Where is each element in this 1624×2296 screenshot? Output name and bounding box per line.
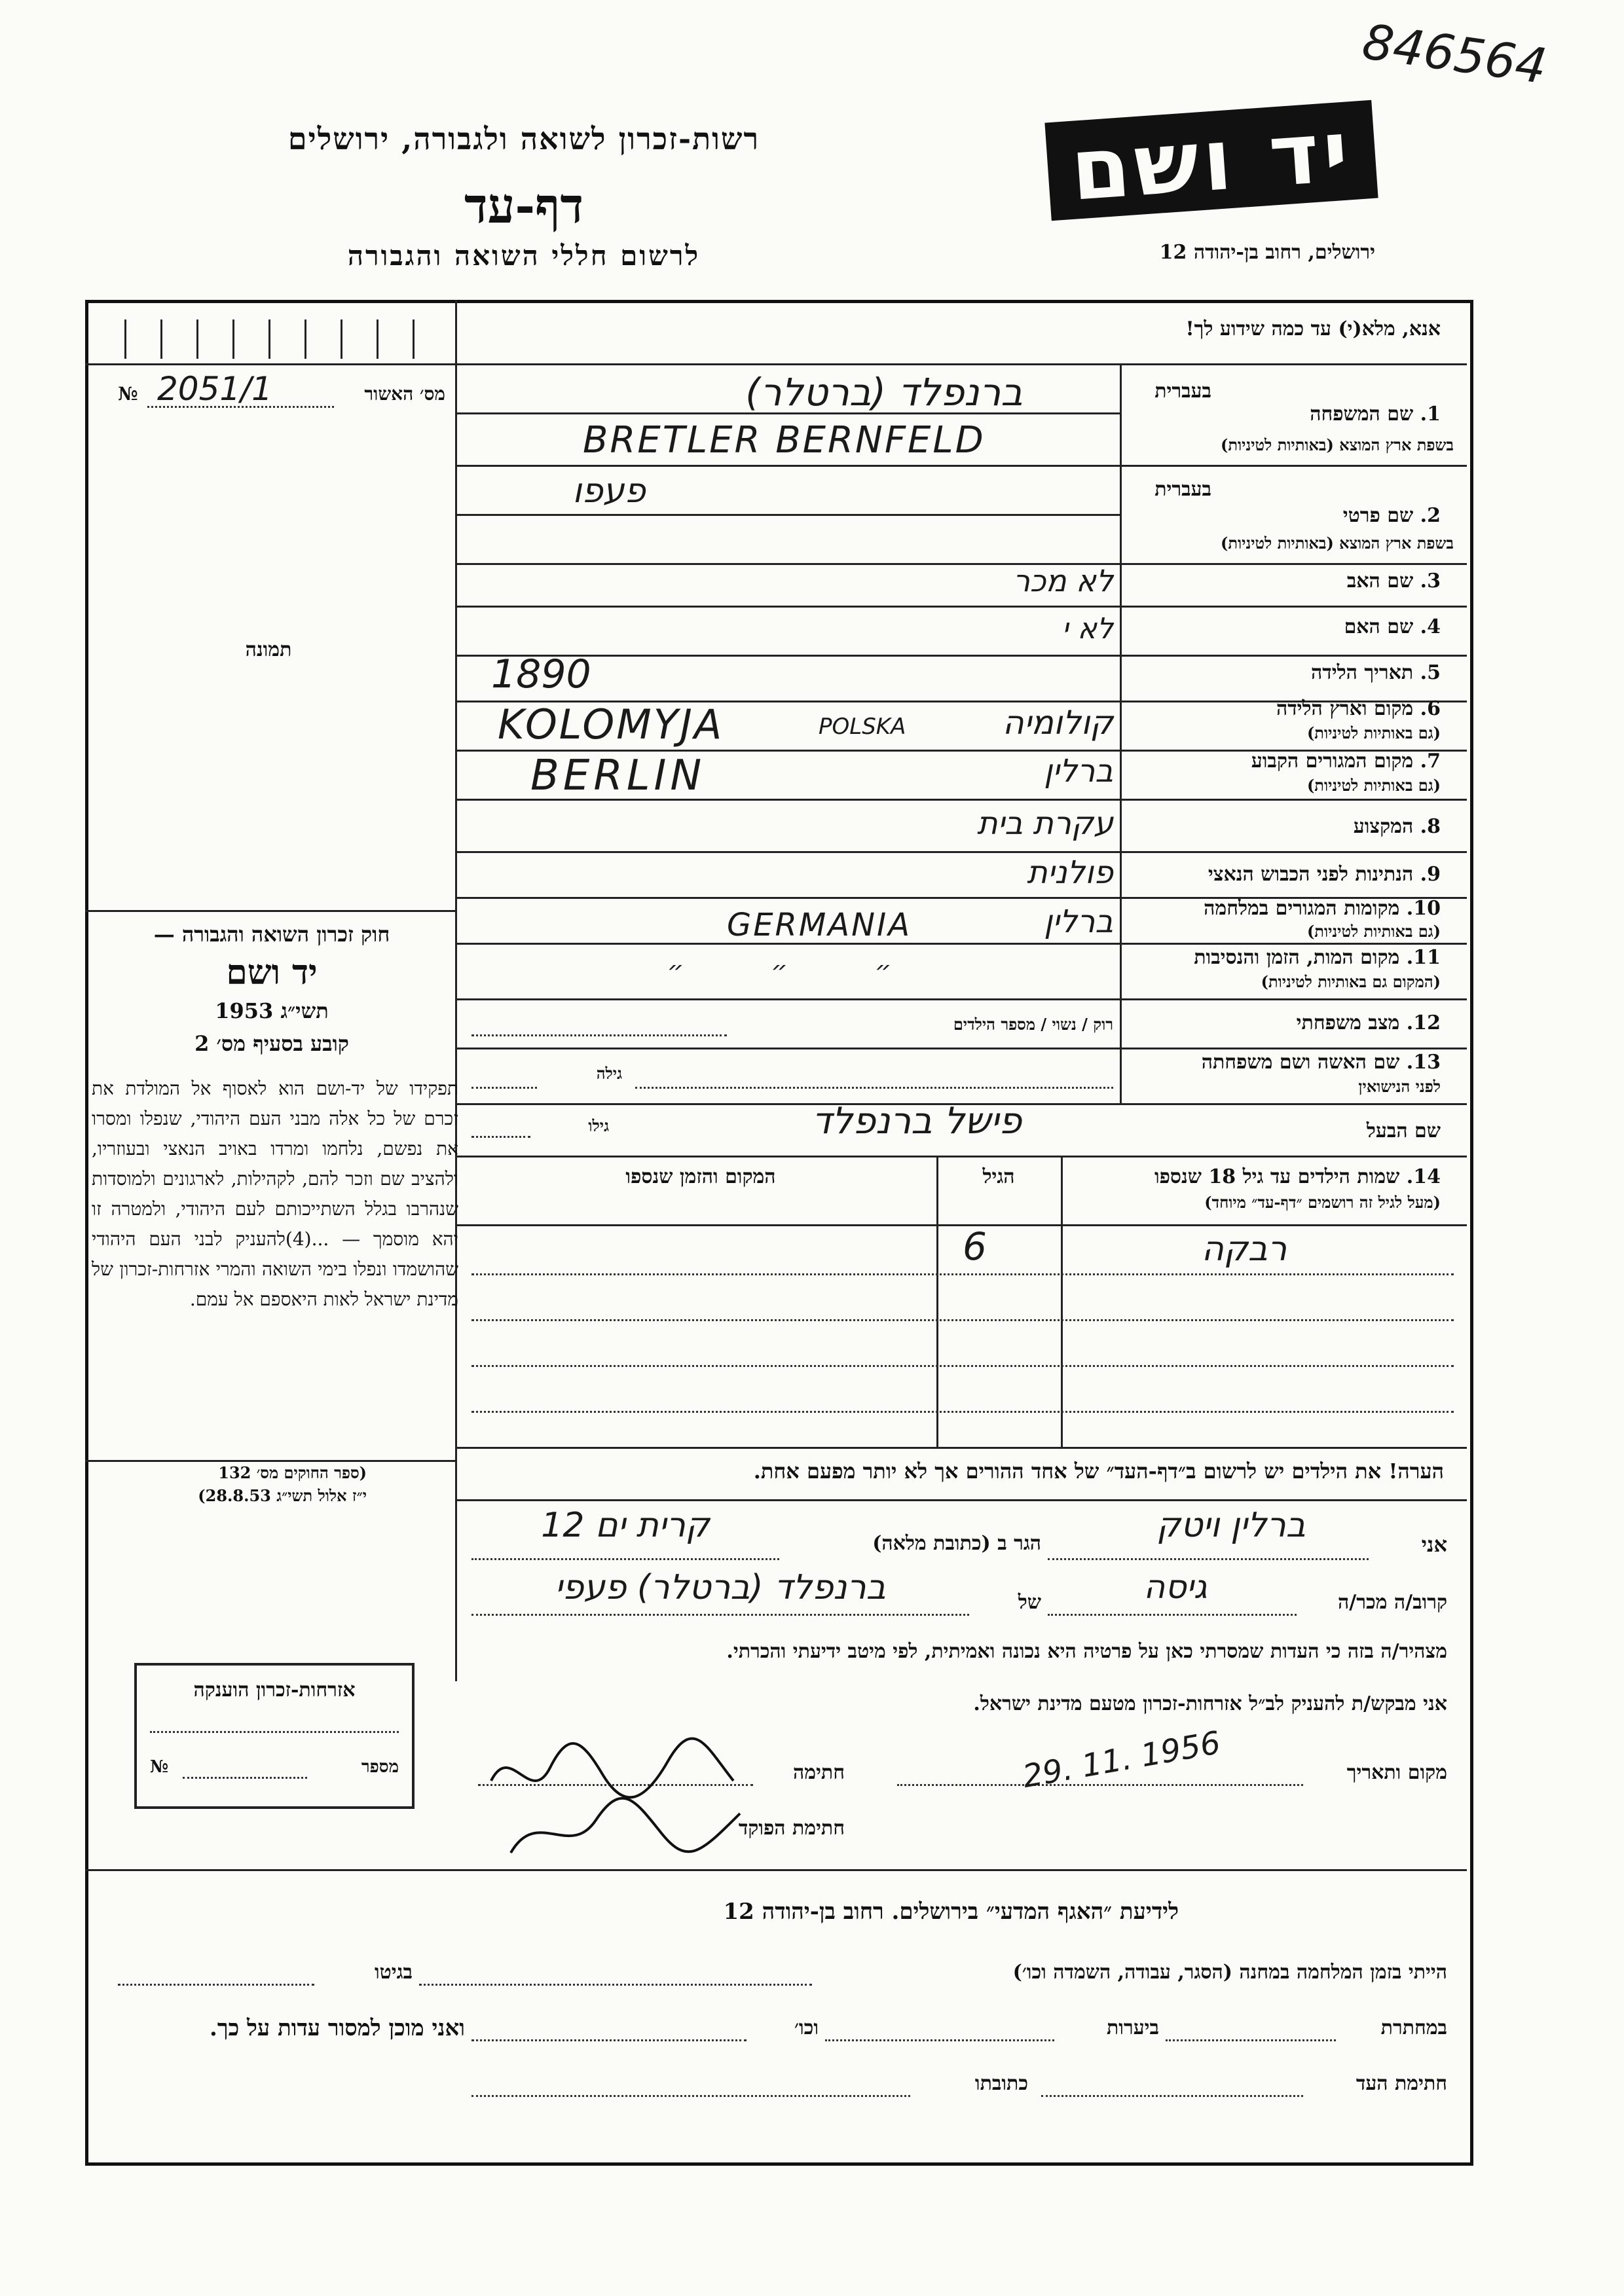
field-5-label	[1159, 661, 1441, 684]
field-7-text: מקום המגורים הקבוע	[1251, 750, 1414, 773]
citizenship-number-dotted	[183, 1777, 307, 1779]
field-4-label	[1159, 615, 1441, 638]
bottom-etc: וכו׳	[794, 2016, 819, 2039]
photo-separator	[85, 910, 455, 912]
field-6-value-latin: KOLOMYJA	[498, 701, 724, 748]
registration-prefix: №	[118, 383, 138, 405]
field-8-text: המקצוע	[1353, 815, 1414, 838]
field-1-text: שם המשפחה	[1310, 403, 1414, 426]
declaration-request: אני מבקש/ת להעניק לב״ל אזרחות-זכרון מטעם מדינת ישראל.	[973, 1692, 1447, 1715]
field-14-label	[1067, 1165, 1441, 1188]
declaration-ani: אני	[1421, 1532, 1447, 1557]
declaration-of-value: ברנפלד (ברטלר) פעפי	[555, 1568, 886, 1607]
law-ref-1: (ספר החוקים מס׳ 132	[218, 1463, 367, 1482]
declaration-relation-label: קרוב/ה מכר/ה	[1338, 1591, 1447, 1614]
form-subtitle: לרשום חללי השואה והגבורה	[347, 240, 701, 272]
bottom-title: לידיעת ״האגף המדעי״ בירושלים. רחוב בן-יהודה 12	[723, 1899, 1179, 1925]
row-line	[455, 1048, 1467, 1049]
field-3-value: לא מכר	[1012, 563, 1113, 598]
field-9-number: 9.	[1420, 863, 1441, 886]
etc-dotted	[471, 2039, 747, 2041]
citizenship-dotted	[150, 1731, 399, 1733]
husband-age-label: גילו	[588, 1116, 609, 1135]
registration-tick	[341, 319, 342, 359]
date-value: 29. 11. 1956	[1020, 1724, 1223, 1796]
underground-dotted	[1166, 2039, 1336, 2041]
field-2-text: שם פרטי	[1342, 504, 1414, 527]
law-box-separator	[85, 1460, 455, 1462]
witness-address-dotted	[471, 2095, 910, 2097]
children-place-header: המקום והזמן שנספו	[625, 1165, 776, 1188]
field-5-number: 5.	[1420, 661, 1441, 684]
field-9-text: הנתינות לפני הכבוש הנאצי	[1208, 863, 1414, 886]
child-name: רבקה	[1201, 1230, 1287, 1269]
law-title: חוק זכרון השואה והגבורה —	[153, 922, 390, 947]
declaration-name-dotted	[1048, 1558, 1369, 1560]
children-age-divider	[936, 1156, 938, 1447]
row-line	[455, 655, 1467, 657]
child-age: 6	[963, 1224, 987, 1269]
law-ref-2: י״ז אלול תשי״ג 28.8.53)	[198, 1486, 367, 1505]
field-9-value: פולנית	[1027, 854, 1113, 891]
yad-vashem-logo	[1044, 100, 1378, 221]
note-separator-top	[455, 1447, 1467, 1449]
field-10-sub: (גם באותיות לטיניות)	[1306, 922, 1441, 941]
field-9-label	[1126, 863, 1441, 886]
bottom-forests: ביערות	[1106, 2016, 1159, 2039]
registration-tick	[196, 319, 198, 359]
signature-label: חתימה	[793, 1761, 845, 1784]
registration-dotted-line	[147, 406, 334, 408]
declaration-relation-dotted	[1048, 1614, 1297, 1616]
bottom-line1-dotted	[419, 1984, 812, 1986]
field-12-text: מצב משפחתי	[1296, 1011, 1400, 1034]
field-3-text: שם האב	[1346, 570, 1414, 592]
field-6-label	[1159, 697, 1441, 720]
archive-number: 846564	[1359, 13, 1551, 96]
field-4-text: שם האם	[1344, 615, 1414, 638]
field-2-hebrew-tag: בעברית	[1154, 478, 1211, 501]
field-13-number: 13.	[1406, 1051, 1441, 1074]
signature-scribble	[471, 1728, 760, 1866]
field-4-value: לא י	[1061, 612, 1113, 646]
field-7-value-hebrew: ברלין	[1044, 753, 1113, 790]
declaration-address: קרית ים 12	[541, 1506, 710, 1545]
bottom-section-separator	[85, 1869, 1467, 1871]
declaration-of-dotted	[471, 1614, 969, 1616]
row-line	[455, 943, 1467, 945]
bottom-ghetto-dotted	[118, 1984, 314, 1986]
children-name-divider	[1061, 1156, 1063, 1447]
registration-tick	[160, 319, 162, 359]
row-line	[455, 1156, 1467, 1157]
row-line	[455, 606, 1467, 608]
field-6-text: מקום וארץ הלידה	[1276, 697, 1414, 720]
field-11-number: 11.	[1406, 946, 1441, 969]
registration-value: 2051/1	[157, 370, 272, 408]
field-11-text: מקום המות, הזמן והנסיבות	[1194, 946, 1400, 969]
field-1-value-hebrew: ברנפלד (ברטלר)	[745, 370, 1023, 414]
law-text: תפקידו של יד-ושם הוא לאסוף אל המולדת את זכרם של כל אלה מבני העם היהודי, שנפלו ומסרו את נפשם, נלחמו ומרדו באויב הנאצי ובעוזריו, ולהציב שם וזכר להם, לקהילות, לארגונים ולמוסדות שנהרבו בגלל השתייכותם לעם היהודי, ולמטרה זו יהא מוסמך — ...(4)להעניק לבני העם היהודי שהושמדו ונפלו בימי השואה והמרי אזרחות-זכרון של מדינת ישראל לאות היאספם אל עמם.	[92, 1078, 458, 1310]
field-14-number: 14.	[1406, 1165, 1441, 1188]
field-2-value-hebrew: פעפו	[572, 471, 646, 511]
witness-signature-label: חתימת העד	[1356, 2072, 1447, 2095]
field-1-hebrew-tag: בעברית	[1154, 380, 1211, 403]
row-line	[455, 514, 1120, 516]
field-1-label	[1159, 403, 1441, 426]
field-7-value-latin: BERLIN	[530, 752, 706, 800]
law-clause: קובע בסעיף מס׳ 2	[194, 1031, 349, 1056]
bottom-testimony: ואני מוכן למסור עדות על כך.	[210, 2015, 465, 2041]
registration-tick	[232, 319, 234, 359]
field-13-sub: לפני הנישואין	[1358, 1077, 1441, 1096]
children-row-line	[471, 1411, 1454, 1413]
citizenship-box	[134, 1663, 415, 1809]
field-10-value-latin: GERMANIA	[727, 907, 912, 943]
husband-age-dotted	[471, 1136, 530, 1138]
field-11-label	[1126, 946, 1441, 969]
field-13-age-dotted	[471, 1087, 537, 1089]
field-10-value-hebrew: ברלין	[1044, 903, 1113, 940]
field-3-number: 3.	[1420, 570, 1441, 592]
law-year-line	[92, 998, 452, 1023]
field-8-value: עקרת בית	[976, 805, 1113, 842]
witness-address-label: כתובתו	[974, 2072, 1028, 2095]
field-6-sub: (גם באותיות לטיניות)	[1306, 723, 1441, 742]
children-row-line	[471, 1319, 1454, 1321]
place-date-label: מקום ותאריך	[1346, 1761, 1447, 1784]
citizenship-number-prefix: №	[150, 1757, 169, 1777]
row-line	[455, 465, 1467, 467]
declaration-relation-value: גיסה	[1143, 1568, 1208, 1606]
field-11-value: ״ ״ ״	[667, 956, 931, 986]
husband-value: פישל ברנפלד	[811, 1100, 1022, 1142]
declaration-of-label: של	[1018, 1591, 1041, 1614]
field-8-label	[1159, 815, 1441, 838]
citizenship-number-label: מספר	[361, 1757, 399, 1777]
bottom-ghetto: בגיטו	[374, 1961, 413, 1984]
field-14-text: שמות הילדים עד גיל 18 שנספו	[1154, 1165, 1400, 1188]
children-row-line	[471, 1273, 1454, 1275]
field-1-value-latin: BRETLER BERNFELD	[583, 419, 986, 462]
note-separator-bottom	[455, 1499, 1467, 1501]
field-7-number: 7.	[1420, 750, 1441, 773]
field-6-value-hebrew: קולומיה	[1003, 704, 1113, 742]
note-text: הערה! את הילדים יש לרשום ב״דף-העד״ של אחד ההורים אך לא יותר מפעם אחת.	[753, 1459, 1444, 1484]
field-13-text: שם האשה ושם משפחתה	[1201, 1051, 1400, 1074]
declaration-statement: מצהיר/ה בזה כי העדות שמסרתי כאן על פרטיה היא נכונה ואמיתית, לפי מיטב ידיעתי והכרתי.	[726, 1640, 1447, 1663]
declaration-resides-label: הגר ב (כתובת מלאה)	[872, 1532, 1041, 1555]
field-6-number: 6.	[1420, 697, 1441, 720]
intro-text: אנא, מלא(י) עד כמה שידוע לך!	[1185, 318, 1441, 340]
witness-signature-dotted	[1041, 2095, 1303, 2097]
field-10-number: 10.	[1406, 897, 1441, 920]
label-column-divider	[1120, 363, 1122, 1103]
children-header-line	[455, 1224, 1467, 1226]
field-12-number: 12.	[1406, 1011, 1441, 1034]
field-13-label	[1126, 1051, 1441, 1074]
law-year: 1953	[215, 998, 274, 1023]
field-2-number: 2.	[1420, 504, 1441, 527]
officer-label: חתימת הפוקד	[738, 1817, 845, 1840]
registration-label: מס׳ האשור	[364, 383, 445, 405]
left-column-divider	[455, 300, 457, 1681]
registration-tick	[268, 319, 270, 359]
field-8-number: 8.	[1420, 815, 1441, 838]
registration-tick	[304, 319, 306, 359]
field-4-number: 4.	[1420, 615, 1441, 638]
row-line	[455, 998, 1467, 1000]
field-10-text: מקומות המגורים במלחמה	[1204, 897, 1400, 920]
husband-label: שם הבעל	[1366, 1120, 1441, 1142]
place-date-dotted	[897, 1784, 1303, 1786]
declaration-name: ברלין ויטק	[1156, 1506, 1306, 1545]
declaration-address-dotted	[471, 1558, 779, 1560]
children-row-line	[471, 1365, 1454, 1367]
row-line	[455, 851, 1467, 853]
field-12-dotted-line	[471, 1034, 727, 1036]
field-5-value: 1890	[491, 651, 591, 697]
registration-tick	[377, 319, 378, 359]
field-13-age-label: גילה	[596, 1064, 622, 1083]
forests-dotted	[825, 2039, 1054, 2041]
header-address: ירושלים, רחוב בן-יהודה 12	[1159, 241, 1375, 264]
law-name: יד ושם	[226, 953, 318, 993]
children-age-header: הגיל	[982, 1165, 1015, 1188]
law-year-hebrew: תשי״ג	[280, 998, 329, 1023]
field-5-text: תאריך הלידה	[1311, 661, 1414, 684]
field-7-sub: (גם באותיות לטיניות)	[1306, 776, 1441, 795]
bottom-line1: הייתי בזמן המלחמה במחנה (הסגר, עבודה, השמדה וכו׳)	[1012, 1961, 1447, 1984]
field-3-label	[1159, 570, 1441, 592]
field-7-label	[1159, 750, 1441, 773]
field-6-value-country: POLSKA	[819, 714, 906, 740]
bottom-underground: במחתרת	[1380, 2016, 1447, 2039]
intro-separator	[455, 363, 1467, 365]
registration-tick	[124, 319, 126, 359]
field-13-dotted	[635, 1087, 1113, 1089]
field-12-label	[1126, 1011, 1441, 1034]
registration-tick	[413, 319, 415, 359]
field-11-sub: (המקום גם באותיות לטיניות)	[1261, 972, 1441, 991]
field-14-sub: (מעל לגיל זה רושמים ״דף-עד״ מיוחד)	[1204, 1193, 1441, 1212]
authority-title: רשות-זכרון לשואה ולגבורה, ירושלים	[287, 121, 760, 156]
field-12-options: רוק / נשוי / מספר הילדים	[953, 1015, 1113, 1034]
registration-separator	[85, 363, 455, 365]
field-2-sub: בשפת ארץ המוצא (באותיות לטיניות)	[1221, 534, 1454, 553]
logo-text: יד ושם	[1067, 101, 1356, 220]
field-1-number: 1.	[1420, 403, 1441, 426]
field-2-label	[1159, 504, 1441, 527]
field-1-sub: בשפת ארץ המוצא (באותיות לטיניות)	[1221, 435, 1454, 454]
citizenship-title: אזרחות-זכרון הוענקה	[193, 1679, 356, 1702]
photo-label: תמונה	[245, 638, 292, 661]
field-10-label	[1126, 897, 1441, 920]
form-title: דף-עד	[464, 178, 584, 234]
